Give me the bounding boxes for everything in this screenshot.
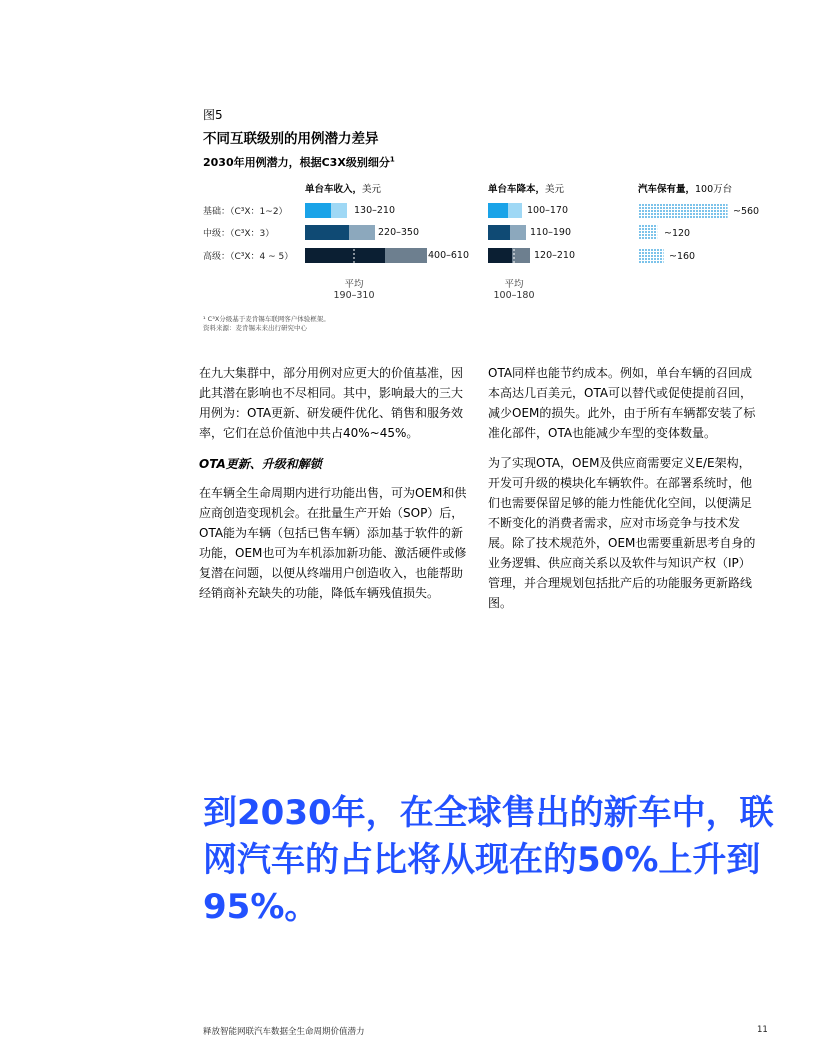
- column-header-cost-title: 单台车降本，: [488, 184, 546, 195]
- section-heading: OTA更新、升级和解锁: [199, 457, 322, 471]
- figure-title: 不同互联级别的用例潜力差异: [203, 131, 379, 147]
- row-label-mid: 中级：（C³X：3）: [203, 229, 275, 239]
- fleet-bar-mid: [638, 225, 657, 240]
- body-column-left: [199, 363, 473, 613]
- cost-bar-high-low: [488, 248, 512, 263]
- cost-average: [479, 276, 549, 301]
- cost-value-basic: 100–170: [527, 205, 569, 216]
- revenue-value-mid: 220–350: [378, 227, 420, 238]
- revenue-bar-basic-range: [331, 203, 347, 218]
- pull-quote: 到2030年，在全球售出的新车中，联网汽车的占比将从现在的50%上升到95%。: [203, 793, 774, 927]
- column-header-cost-unit: 美元: [545, 184, 565, 195]
- column-header-revenue-title: 单台车收入，: [305, 184, 363, 195]
- body-paragraph: 在车辆全生命周期内进行功能出售，可为OEM和供应商创造变现机会。在批量生产开始（SOP）后，OTA能为车辆（包括已售车辆）添加基于软件的新功能，OEM也可为车机添加新功能、激活硬件或修复潜在问题，以便从终端用户创造收入，也能帮助经销商补充缺失的功能，降低车辆残值损失。: [199, 486, 467, 600]
- body-paragraph: 在九大集群中，部分用例对应更大的价值基准，因此其潜在影响也不尽相同。其中，影响最大的三大用例为：OTA更新、研发硬件优化、销售和服务效率，它们在总价值池中共占40%~45%。: [199, 366, 464, 440]
- figure-subtitle-footnote-mark: 1: [389, 155, 395, 164]
- cost-bar-mid-range: [510, 225, 526, 240]
- cost-average-label: 平均: [504, 279, 524, 290]
- cost-value-mid: 110–190: [530, 227, 572, 238]
- footer-title: 释放智能网联汽车数据全生命周期价值潜力: [203, 1027, 365, 1037]
- cost-value-high: 120–210: [534, 250, 576, 261]
- revenue-average: [319, 276, 389, 301]
- body-column-right: [488, 363, 762, 623]
- figure-subtitle-text: 2030年用例潜力，根据C3X级别细分: [203, 156, 390, 169]
- fleet-bar-high: [638, 248, 664, 263]
- fleet-value-high: ~160: [669, 251, 696, 262]
- fleet-value-mid: ~120: [664, 228, 691, 239]
- cost-bar-basic-range: [508, 203, 522, 218]
- revenue-average-value: 190–310: [333, 290, 375, 301]
- page-number: 11: [757, 1025, 768, 1035]
- column-header-fleet-title: 汽车保有量，: [638, 184, 696, 195]
- cost-bars: [488, 203, 530, 263]
- revenue-average-label: 平均: [344, 279, 364, 290]
- cost-bar-basic-low: [488, 203, 508, 218]
- revenue-value-basic: 130–210: [354, 205, 396, 216]
- fleet-value-basic: ~560: [733, 206, 760, 217]
- column-header-fleet-unit: 100万台: [695, 184, 733, 195]
- revenue-value-high: 400–610: [428, 250, 470, 261]
- column-header-revenue-unit: 美元: [362, 184, 382, 195]
- cost-bar-mid-low: [488, 225, 510, 240]
- revenue-bar-mid-low: [305, 225, 349, 240]
- body-paragraph: OTA同样也能节约成本。例如，单台车辆的召回成本高达几百美元，OTA可以替代或促使提前召回，减少OEM的损失。此外，由于所有车辆都安装了标准化部件，OTA也能减少车型的变体数量。: [488, 366, 756, 440]
- figure-label: 图5: [203, 108, 223, 122]
- revenue-bar-high-low: [305, 248, 385, 263]
- figure-footnote: ¹ C³X分级基于麦肯锡车联网客户体验框架。: [203, 315, 330, 323]
- figure-source: 资料来源：麦肯锡未来出行研究中心: [203, 324, 307, 332]
- cost-bar-high-range: [512, 248, 530, 263]
- cost-average-value: 100–180: [493, 290, 535, 301]
- revenue-bar-mid-range: [349, 225, 375, 240]
- revenue-bar-high-range: [385, 248, 427, 263]
- row-label-high: 高级：（C³X：4 ~ 5）: [203, 252, 294, 262]
- row-label-basic: 基础：（C³X：1~2）: [203, 207, 288, 217]
- fleet-bar-basic: [638, 203, 728, 218]
- revenue-bar-basic-low: [305, 203, 331, 218]
- body-paragraph: 为了实现OTA，OEM及供应商需要定义E/E架构，开发可升级的模块化车辆软件。在部署系统时，他们也需要保留足够的能力性能优化空间，以便满足不断变化的消费者需求，应对市场竞争与技术发展。除了技术规范外，OEM也需要重新思考自身的业务逻辑、供应商关系以及软件与知识产权（IP）管理，并合理规划包括批产后的功能服务更新路线图。: [488, 456, 756, 610]
